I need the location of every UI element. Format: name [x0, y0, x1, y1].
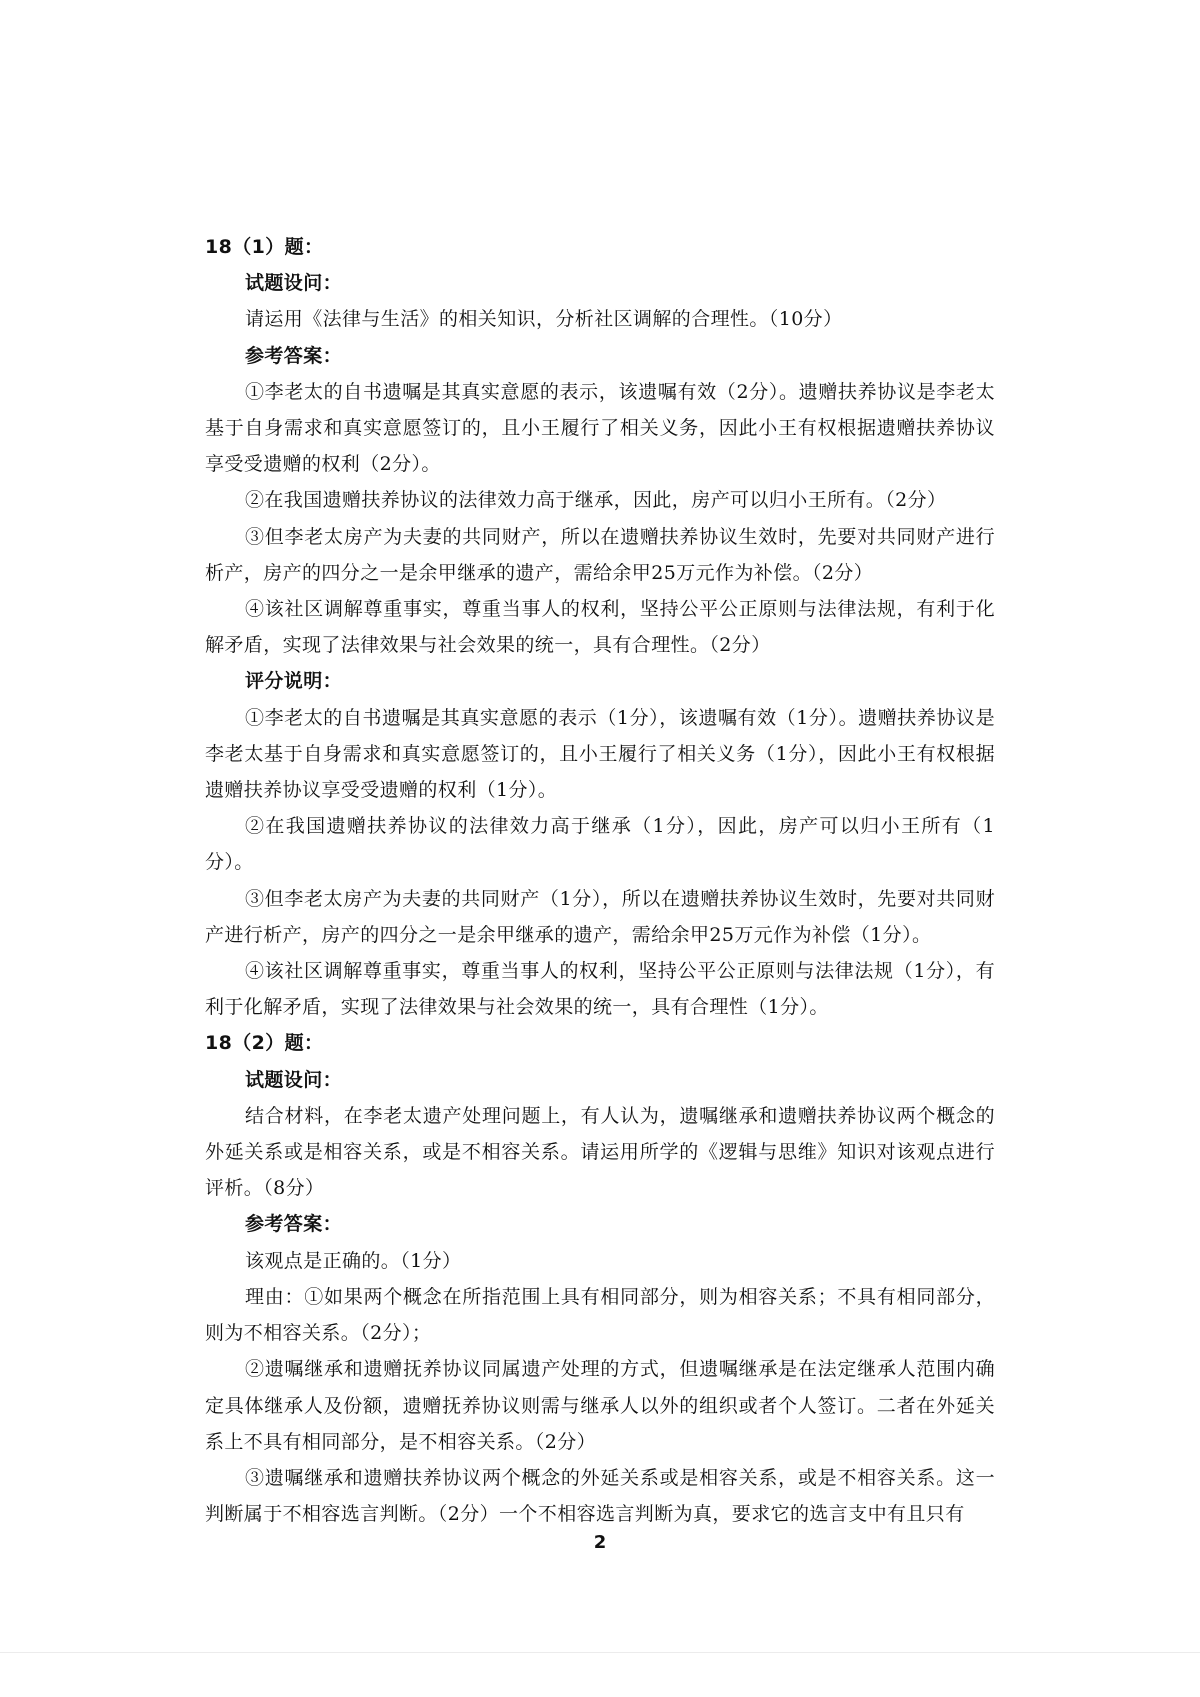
- question-1-prompt-title: 试题设问：: [245, 272, 343, 295]
- answer-paragraph: ②遗嘱继承和遗赠抚养协议同属遗产处理的方式，但遗嘱继承是在法定继承人范围内确定具体继承人及份额，遗赠抚养协议则需与继承人以外的组织或者个人签订。二者在外延关系上不具有相同部分，是不相容关系。（2分）: [205, 1358, 995, 1453]
- question-1-prompt-text: 请运用《法律与生活》的相关知识，分析社区调解的合理性。（10分）: [245, 308, 843, 331]
- scoring-paragraph: ②在我国遗赠扶养协议的法律效力高于继承（1分），因此，房产可以归小王所有（1分）。: [205, 815, 995, 874]
- question-1-heading: 18（1）题：: [205, 236, 324, 258]
- question-1-answer-title: 参考答案：: [245, 344, 343, 367]
- answer-paragraph: 理由：①如果两个概念在所指范围上具有相同部分，则为相容关系；不具有相同部分，则为不相容关系。（2分）；: [205, 1285, 995, 1345]
- answer-paragraph: ③遗嘱继承和遗赠扶养协议两个概念的外延关系或是相容关系，或是不相容关系。这一判断属于不相容选言判断。（2分）一个不相容选言判断为真，要求它的选言支中有且只有: [205, 1466, 995, 1526]
- answer-paragraph: ④该社区调解尊重事实，尊重当事人的权利，坚持公平公正原则与法律法规，有利于化解矛盾，实现了法律效果与社会效果的统一，具有合理性。（2分）: [205, 598, 995, 657]
- page-number: 2: [593, 1532, 607, 1553]
- scoring-paragraph: ③但李老太房产为夫妻的共同财产（1分），所以在遗赠扶养协议生效时，先要对共同财产进行析产，房产的四分之一是余甲继承的遗产，需给余甲25万元作为补偿（1分）。: [205, 887, 995, 946]
- question-1-scoring-title: 评分说明：: [245, 670, 343, 693]
- page-bottom-divider: [0, 1652, 1200, 1653]
- answer-paragraph: ③但李老太房产为夫妻的共同财产，所以在遗赠扶养协议生效时，先要对共同财产进行析产，房产的四分之一是余甲继承的遗产，需给余甲25万元作为补偿。（2分）: [205, 525, 995, 584]
- scoring-paragraph: ①李老太的自书遗嘱是其真实意愿的表示（1分），该遗嘱有效（1分）。遗赠扶养协议是李老太基于自身需求和真实意愿签订的，且小王履行了相关义务（1分），因此小王有权根据遗赠扶养协议享受受遗赠的权利（1分）。: [205, 706, 995, 802]
- question-2-prompt-text: 结合材料，在李老太遗产处理问题上，有人认为，遗嘱继承和遗赠扶养协议两个概念的外延关系或是相容关系，或是不相容关系。请运用所学的《逻辑与思维》知识对该观点进行评析。（8分）: [205, 1104, 995, 1200]
- question-2-prompt-title: 试题设问：: [245, 1068, 343, 1091]
- answer-paragraph: ①李老太的自书遗嘱是其真实意愿的表示，该遗嘱有效（2分）。遗赠扶养协议是李老太基于自身需求和真实意愿签订的，且小王履行了相关义务，因此小王有权根据遗赠扶养协议享受受遗赠的权利（2分）。: [205, 380, 995, 476]
- question-2-heading: 18（2）题：: [205, 1032, 324, 1055]
- scoring-paragraph: ④该社区调解尊重事实，尊重当事人的权利，坚持公平公正原则与法律法规（1分），有利于化解矛盾，实现了法律效果与社会效果的统一，具有合理性（1分）。: [205, 960, 995, 1019]
- document-body: [205, 229, 995, 1532]
- question-2-answer-title: 参考答案：: [245, 1213, 343, 1236]
- answer-paragraph: ②在我国遗赠扶养协议的法律效力高于继承，因此，房产可以归小王所有。（2分）: [245, 489, 947, 512]
- answer-paragraph: 该观点是正确的。（1分）: [245, 1249, 462, 1272]
